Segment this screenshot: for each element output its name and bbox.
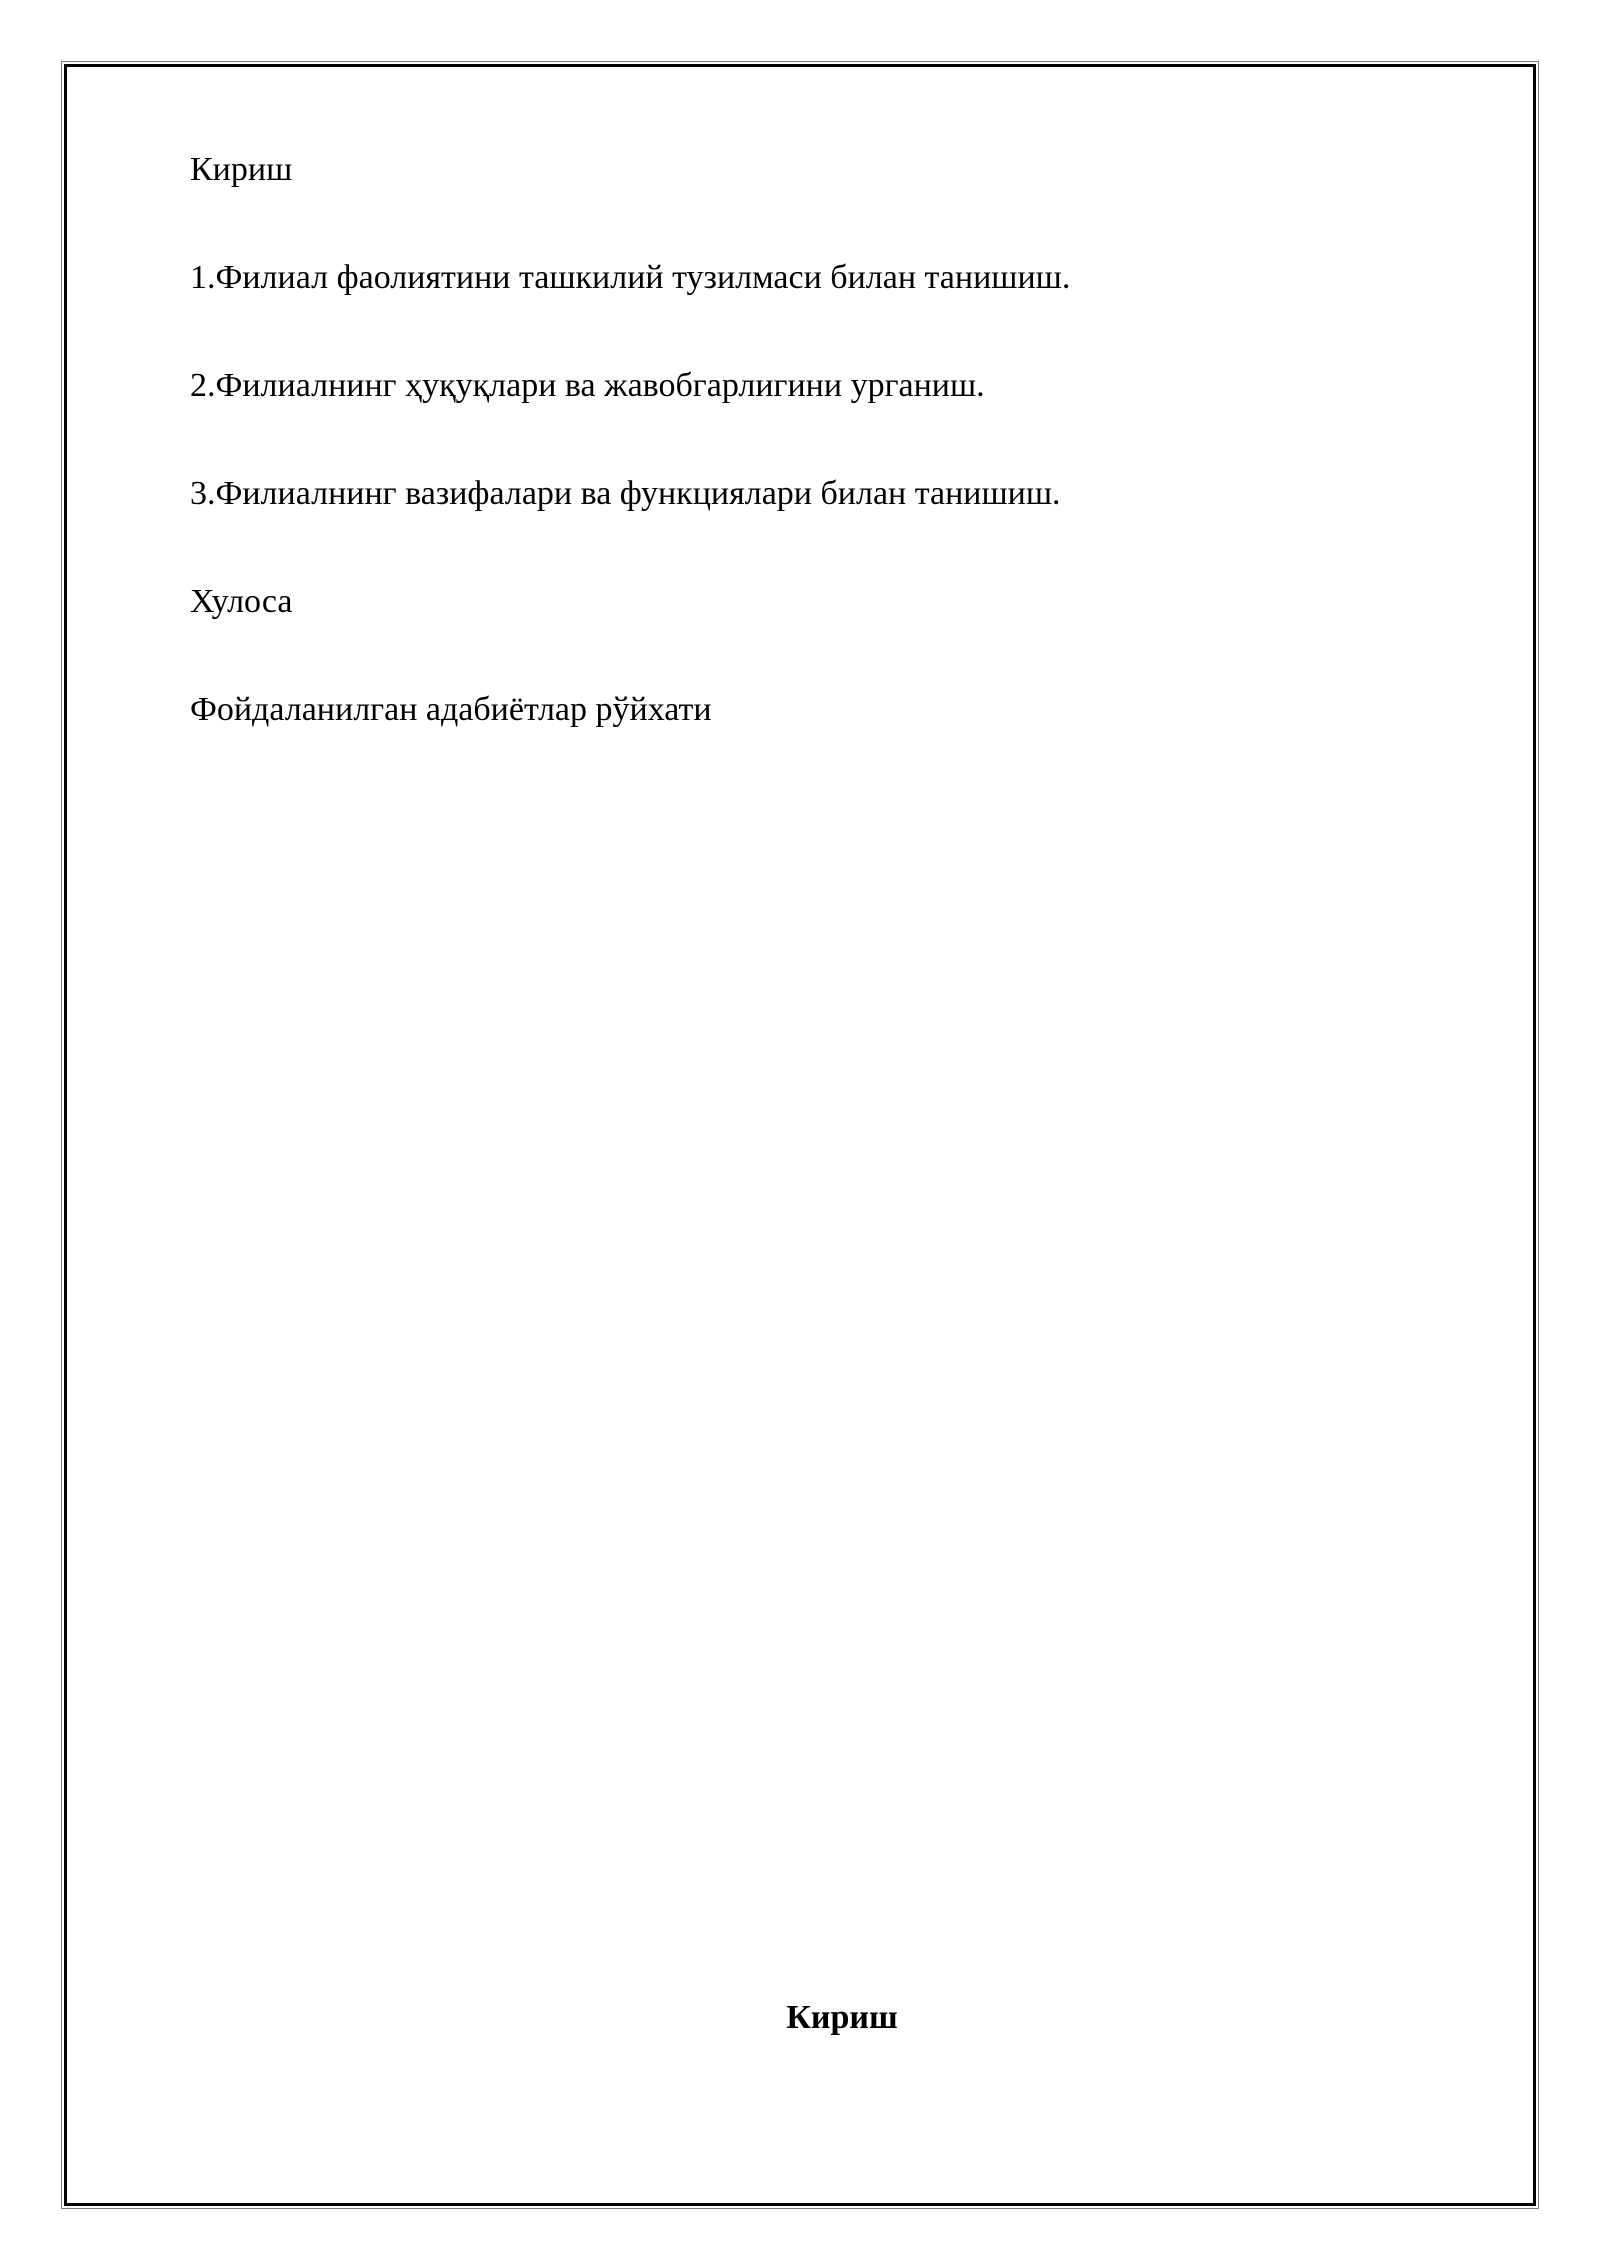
toc-item-2: 2.Филиалнинг ҳуқуқлари ва жавобгарлигини урганиш. [190, 367, 985, 404]
table-of-contents [190, 150, 1440, 798]
toc-item-conclusion: Хулоса [190, 583, 293, 620]
toc-item-1: 1.Филиал фаолиятини ташкилий тузилмаси билан танишиш. [190, 259, 1071, 296]
toc-item-references: Фойдаланилган адабиётлар рўйхати [190, 691, 712, 728]
toc-item-introduction: Кириш [190, 151, 293, 188]
toc-item-3: 3.Филиалнинг вазифалари ва функциялари билан танишиш. [190, 475, 1061, 512]
section-heading: Кириш [786, 1999, 898, 2036]
